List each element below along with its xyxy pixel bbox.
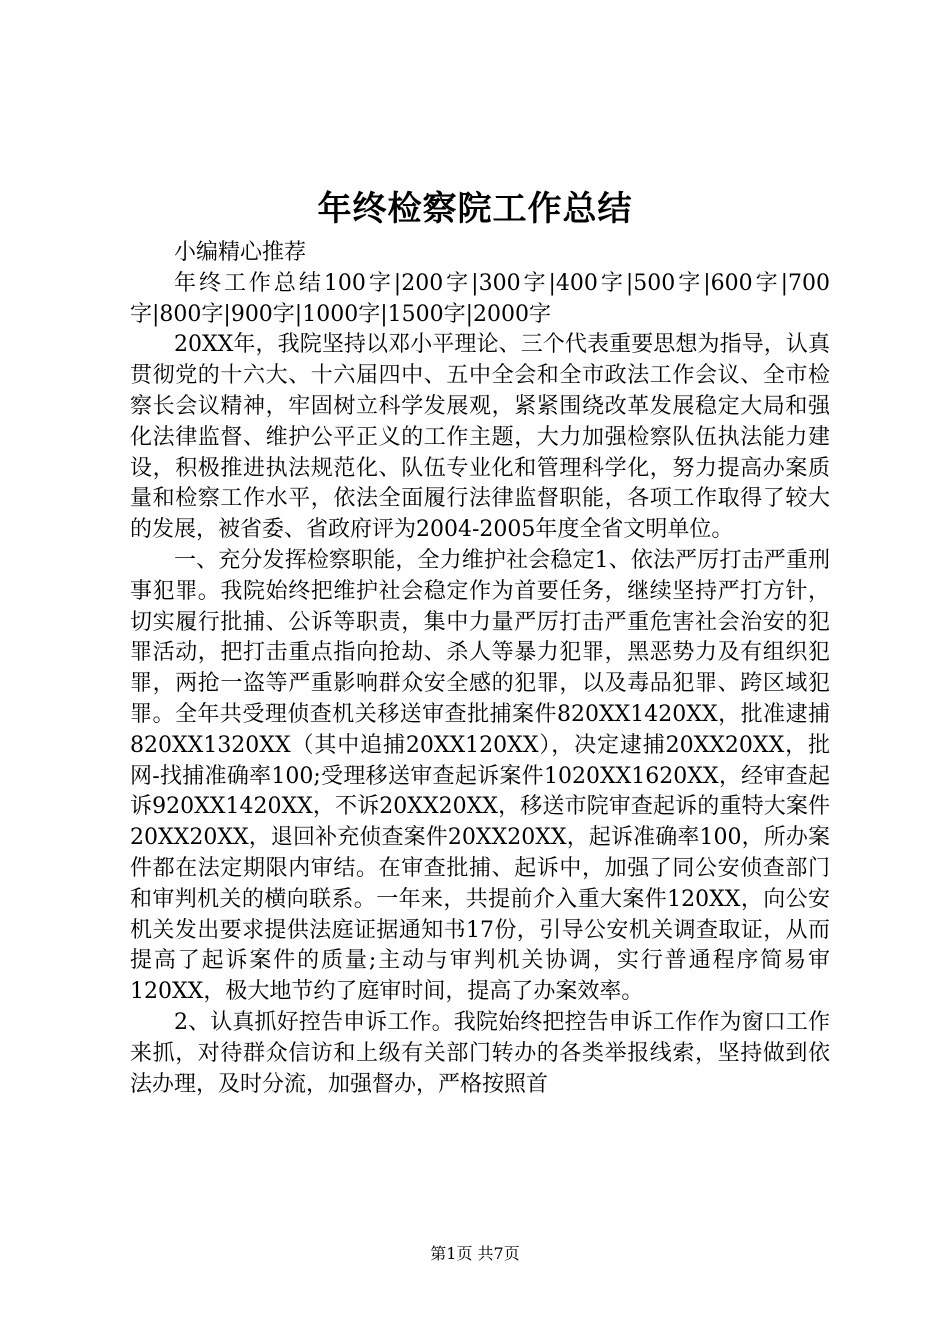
body-paragraph-section-1: 一、充分发挥检察职能，全力维护社会稳定1、依法严厉打击严重刑事犯罪。我院始终把维护社会稳定作为首要任务，继续坚持严打方针，切实履行批捕、公诉等职责，集中力量严厉打击严重危害社会治安的犯罪活动，把打击重点指向抢劫、杀人等暴力犯罪，黑恶势力及有组织犯罪，两抢一盗等严重影响群众安全感的犯罪，以及毒品犯罪、跨区域犯罪。全年共受理侦查机关移送审查批捕案件820XX1420XX，批准逮捕820XX1320XX（其中追捕20XX120XX），决定逮捕20XX20XX，批网-找捕准确率100;受理移送审查起诉案件1020XX1620XX，经审查起诉920XX1420XX，不诉20XX20XX，移送市院审查起诉的重特大案件20XX20XX，退回补充侦查案件20XX20XX，起诉准确率100，所办案件都在法定期限内审结。在审查批捕、起诉中，加强了同公安侦查部门和审判机关的横向联系。一年来，共提前介入重大案件120XX，向公安机关发出要求提供法庭证据通知书17份，引导公安机关调查取证，从而提高了起诉案件的质量;主动与审判机关协调，实行普通程序简易审120XX，极大地节约了庭审时间，提高了办案效率。 [130,547,830,1005]
summary-links-line: 年终工作总结100字|200字|300字|400字|500字|600字|700字|800字|900字|1000字|1500字|2000字 [130,270,830,327]
body-paragraph-intro: 20XX年，我院坚持以邓小平理论、三个代表重要思想为指导，认真贯彻党的十六大、十六届四中、五中全会和全市政法工作会议、全市检察长会议精神，牢固树立科学发展观，紧紧围绕改革发展稳定大局和强化法律监督、维护公平正义的工作主题，大力加强检察队伍执法能力建设，积极推进执法规范化、队伍专业化和管理科学化，努力提高办案质量和检察工作水平，依法全面履行法律监督职能，各项工作取得了较大的发展，被省委、省政府评为2004-2005年度全省文明单位。 [130,332,830,543]
document-body [130,238,830,1100]
recommend-line: 小编精心推荐 [174,240,307,265]
page-footer: 第1页 共7页 [430,1244,520,1263]
body-paragraph-section-2: 2、认真抓好控告申诉工作。我院始终把控告申诉工作作为窗口工作来抓，对待群众信访和上级有关部门转办的各类举报线索，坚持做到依法办理，及时分流，加强督办，严格按照首 [130,1009,830,1097]
document-title: 年终检察院工作总结 [317,189,633,229]
